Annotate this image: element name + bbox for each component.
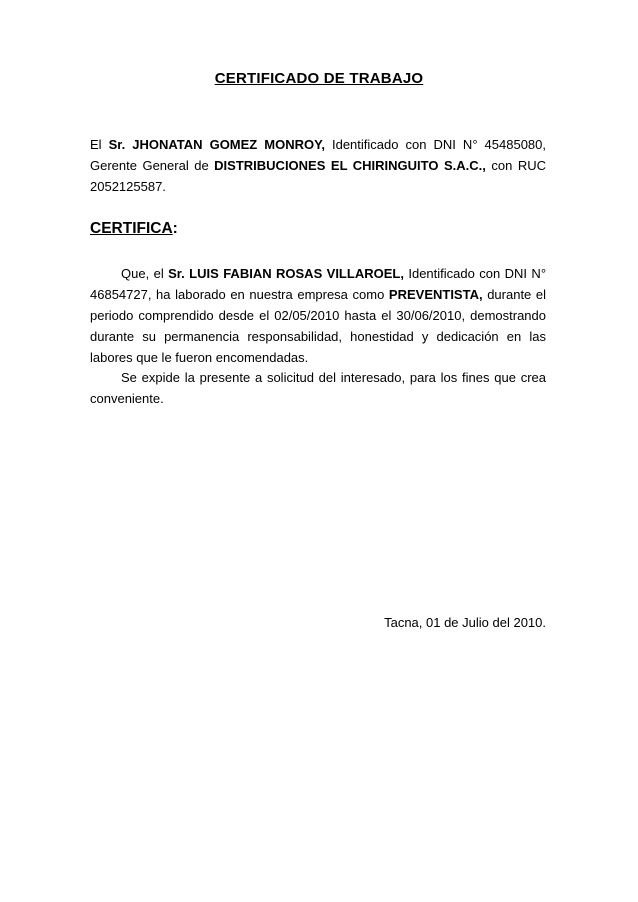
- purpose-paragraph: [90, 367, 546, 409]
- document-title: CERTIFICADO DE TRABAJO: [214, 70, 424, 87]
- employee-name: Sr. LUIS FABIAN ROSAS VILLAROEL,: [168, 266, 404, 281]
- issuer-text-1: El: [90, 137, 109, 152]
- company-name: DISTRIBUCIONES EL CHIRINGUITO S.A.C.,: [214, 158, 486, 173]
- employee-position: PREVENTISTA,: [388, 287, 483, 302]
- issuer-name: Sr. JHONATAN GOMEZ MONROY,: [108, 137, 325, 152]
- employee-paragraph: [90, 263, 546, 368]
- employee-text-2: Identificado con DNI N° 46854727, ha laborado en nuestra empresa como: [90, 266, 547, 302]
- issuer-text-3: con RUC 2052125587.: [90, 158, 546, 194]
- purpose-text: Se expide la presente a solicitud del interesado, para los fines que crea conveniente.: [90, 370, 546, 406]
- certifica-colon: :: [172, 220, 178, 237]
- employee-text-1: Que, el: [121, 266, 169, 281]
- employee-text-3: durante el periodo comprendido desde el 02/05/2010 hasta el 30/06/2010, demostrando durante su permanencia responsabilidad, honestidad y dedicación en las labores que le fueron encomendadas.: [90, 287, 547, 365]
- place-date: Tacna, 01 de Julio del 2010.: [384, 615, 546, 630]
- issuer-text-2: Identificado con DNI N° 45485080, Gerente General de: [90, 137, 546, 173]
- issuer-paragraph: [90, 134, 546, 197]
- certifica-label: CERTIFICA: [90, 220, 173, 237]
- certifica-heading: [90, 220, 178, 238]
